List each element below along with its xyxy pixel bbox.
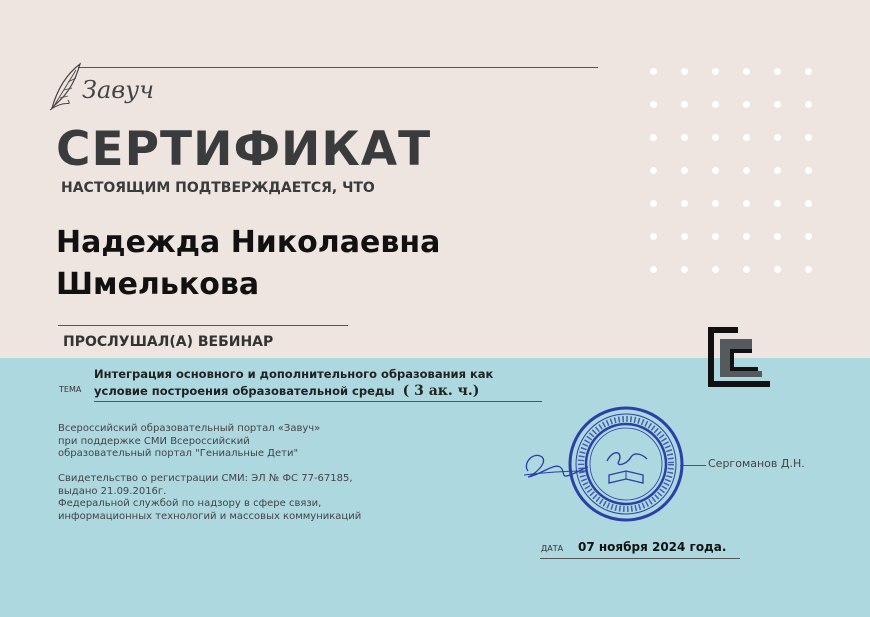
decorative-dot xyxy=(650,233,657,240)
webinar-theme-text: Интеграция основного и дополнительного образования как условие построения образовательной среды xyxy=(94,367,494,398)
decorative-dot xyxy=(774,68,781,75)
registration-info xyxy=(58,473,388,523)
registration-line-2: выдано 21.09.2016г. xyxy=(58,485,167,497)
signer-name: Сергоманов Д.Н. xyxy=(708,457,805,470)
decorative-dot xyxy=(712,101,719,108)
decorative-dot xyxy=(712,200,719,207)
decorative-dot xyxy=(774,200,781,207)
decorative-dot xyxy=(743,134,750,141)
decorative-dot xyxy=(774,134,781,141)
brand-logo-icon xyxy=(708,327,772,387)
decorative-dot xyxy=(743,200,750,207)
certificate-subtitle: НАСТОЯЩИМ ПОДТВЕРЖДАЕТСЯ, ЧТО xyxy=(61,180,375,196)
decorative-dot xyxy=(805,167,812,174)
decorative-dot xyxy=(774,101,781,108)
recipient-name-line2: Шмелькова xyxy=(56,267,260,302)
theme-label: ТЕМА xyxy=(59,385,82,394)
portal-info xyxy=(58,423,378,461)
decorative-dot xyxy=(805,233,812,240)
decorative-dot xyxy=(805,200,812,207)
date-label: ДАТА xyxy=(541,544,564,553)
registration-line-1: Свидетельство о регистрации СМИ: ЭЛ № ФС 77-67185, xyxy=(58,473,353,484)
decorative-dot xyxy=(774,266,781,273)
name-underline xyxy=(58,325,348,326)
decorative-dot xyxy=(712,266,719,273)
theme-underline xyxy=(94,401,542,402)
listened-label: ПРОСЛУШАЛ(А) ВЕБИНАР xyxy=(63,334,274,350)
feather-quill-icon xyxy=(46,58,166,114)
decorative-dot xyxy=(743,233,750,240)
decorative-dot xyxy=(681,134,688,141)
logo-text: Завуч xyxy=(82,76,155,104)
decorative-dot xyxy=(774,167,781,174)
decorative-dot xyxy=(805,101,812,108)
date-underline xyxy=(540,558,740,559)
decorative-dot xyxy=(712,233,719,240)
decorative-dot xyxy=(805,266,812,273)
decorative-dot xyxy=(805,68,812,75)
dot-grid-decoration xyxy=(650,68,830,278)
recipient-name-line1: Надежда Николаевна xyxy=(56,225,441,260)
registration-line-3: Федеральной службой по надзору в сфере связи, xyxy=(58,498,322,509)
decorative-dot xyxy=(681,167,688,174)
certificate-title: СЕРТИФИКАТ xyxy=(56,122,432,177)
decorative-dot xyxy=(712,134,719,141)
registration-line-4: информационных технологий и массовых коммуникаций xyxy=(58,510,362,522)
recipient-name xyxy=(56,222,476,306)
webinar-theme xyxy=(94,366,544,400)
portal-line-1: Всероссийский образовательный портал «Завуч» xyxy=(58,423,321,434)
decorative-dot xyxy=(650,134,657,141)
decorative-dot xyxy=(712,68,719,75)
decorative-dot xyxy=(650,68,657,75)
decorative-dot xyxy=(650,266,657,273)
decorative-dot xyxy=(650,101,657,108)
decorative-dot xyxy=(712,167,719,174)
decorative-dot xyxy=(650,167,657,174)
decorative-dot xyxy=(681,233,688,240)
decorative-dot xyxy=(650,200,657,207)
decorative-dot xyxy=(805,134,812,141)
portal-line-2: при поддержке СМИ Всероссийский xyxy=(58,435,250,447)
decorative-dot xyxy=(681,68,688,75)
decorative-dot xyxy=(743,101,750,108)
decorative-dot xyxy=(774,233,781,240)
webinar-hours: ( 3 ак. ч.) xyxy=(402,383,480,399)
decorative-dot xyxy=(681,200,688,207)
decorative-dot xyxy=(743,266,750,273)
decorative-dot xyxy=(743,167,750,174)
portal-line-3: образовательный портал "Гениальные Дети" xyxy=(58,448,299,459)
decorative-dot xyxy=(681,101,688,108)
decorative-dot xyxy=(743,68,750,75)
certificate-date: 07 ноября 2024 года. xyxy=(578,540,727,554)
decorative-dot xyxy=(681,266,688,273)
official-stamp-icon xyxy=(567,405,685,523)
